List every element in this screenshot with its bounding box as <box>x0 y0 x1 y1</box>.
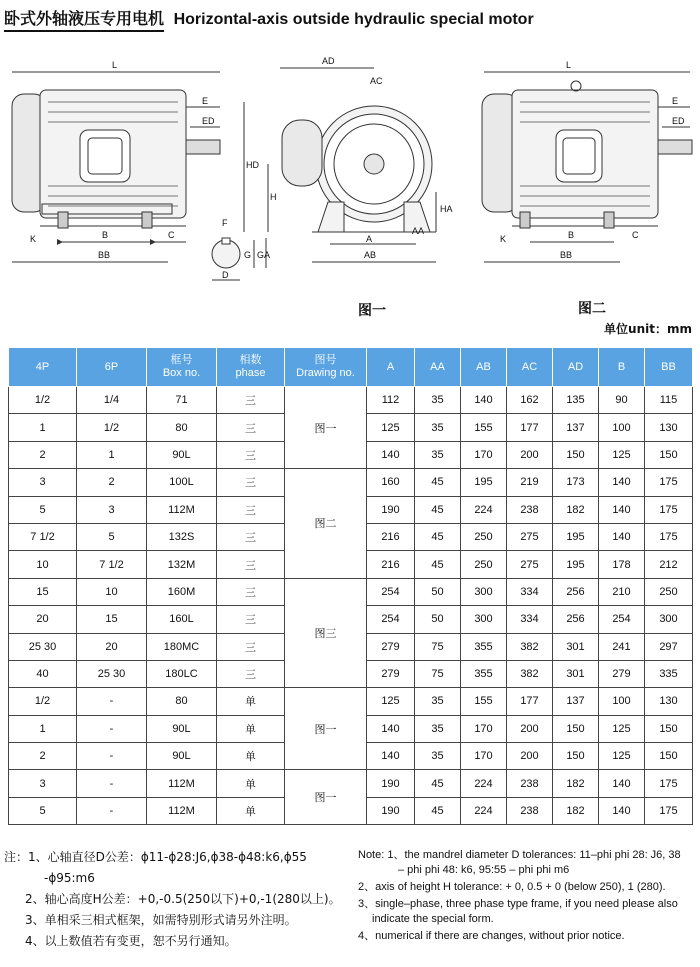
table-row <box>9 688 693 715</box>
table-cell: 三 <box>217 523 285 550</box>
table-cell: - <box>77 715 147 742</box>
column-header <box>553 348 599 387</box>
table-cell: 45 <box>415 551 461 578</box>
table-cell: 275 <box>507 551 553 578</box>
dim-label-BB-fig2: BB <box>560 250 573 260</box>
table-cell: 2 <box>9 743 77 770</box>
column-header-label: 6P <box>104 360 119 373</box>
table-cell: 200 <box>507 715 553 742</box>
table-cell: 125 <box>367 688 415 715</box>
column-header <box>77 348 147 387</box>
table-cell: 三 <box>217 606 285 633</box>
table-cell: 3 <box>9 469 77 496</box>
table-cell: 35 <box>415 387 461 414</box>
drawing-number-cell: 图一 <box>285 387 367 469</box>
dim-label-A: A <box>366 234 373 244</box>
motor-drawings-svg <box>0 52 700 324</box>
table-cell: 1/2 <box>9 387 77 414</box>
table-cell: 300 <box>461 606 507 633</box>
table-cell: 140 <box>367 743 415 770</box>
table-cell: 三 <box>217 551 285 578</box>
table-cell: 单 <box>217 743 285 770</box>
column-header <box>9 348 77 387</box>
table-cell: 382 <box>507 660 553 687</box>
table-cell: 175 <box>645 496 693 523</box>
table-cell: 140 <box>461 387 507 414</box>
table-cell: 256 <box>553 578 599 605</box>
table-cell: 三 <box>217 578 285 605</box>
table-cell: 301 <box>553 633 599 660</box>
table-cell: 45 <box>415 523 461 550</box>
table-cell: 130 <box>645 414 693 441</box>
table-cell: 140 <box>599 523 645 550</box>
dim-label-H: H <box>270 192 277 202</box>
table-cell: 180MC <box>147 633 217 660</box>
table-cell: 182 <box>553 496 599 523</box>
table-cell: 334 <box>507 606 553 633</box>
dim-label-AD: AD <box>322 56 335 66</box>
table-cell: 5 <box>9 496 77 523</box>
table-cell: 10 <box>9 551 77 578</box>
table-cell: 45 <box>415 770 461 797</box>
title-chinese: 卧式外轴液压专用电机 <box>4 6 164 32</box>
table-cell: 90L <box>147 715 217 742</box>
table-cell: 7 1/2 <box>77 551 147 578</box>
table-cell: 175 <box>645 523 693 550</box>
column-header-sublabel: Drawing no. <box>296 367 355 379</box>
table-cell: 80 <box>147 688 217 715</box>
table-cell: 100 <box>599 414 645 441</box>
note-cn-4: 4、以上数值若有变更，恕不另行通知。 <box>25 934 237 948</box>
drawing-number-cell: 图一 <box>285 688 367 770</box>
motor-drawings <box>0 52 700 324</box>
dim-label-B: B <box>102 230 109 240</box>
table-cell: 275 <box>507 523 553 550</box>
table-cell: 112M <box>147 770 217 797</box>
table-cell: - <box>77 770 147 797</box>
table-cell: 297 <box>645 633 693 660</box>
note-en-2: 2、axis of height H tolerance: + 0, 0.5 + 0 (below 250), 1 (280). <box>358 881 666 893</box>
table-cell: 115 <box>645 387 693 414</box>
dim-label-D: D <box>222 270 229 280</box>
dim-label-HA: HA <box>440 204 453 214</box>
table-cell: 1 <box>9 715 77 742</box>
table-cell: 3 <box>77 496 147 523</box>
table-cell: 190 <box>367 496 415 523</box>
dim-label-AA: AA <box>412 226 425 236</box>
table-cell: 三 <box>217 660 285 687</box>
table-cell: 170 <box>461 715 507 742</box>
table-cell: 35 <box>415 688 461 715</box>
table-cell: 80 <box>147 414 217 441</box>
dim-label-F: F <box>222 218 228 228</box>
table-cell: 238 <box>507 770 553 797</box>
table-cell: 190 <box>367 797 415 824</box>
table-cell: 173 <box>553 469 599 496</box>
table-cell: 112 <box>367 387 415 414</box>
table-cell: - <box>77 743 147 770</box>
fig2-side-view <box>482 72 692 262</box>
table-cell: 150 <box>645 441 693 468</box>
table-cell: 单 <box>217 770 285 797</box>
column-header <box>147 348 217 387</box>
table-cell: 150 <box>553 715 599 742</box>
table-cell: 45 <box>415 496 461 523</box>
table-cell: 45 <box>415 797 461 824</box>
table-cell: 175 <box>645 469 693 496</box>
table-cell: 216 <box>367 523 415 550</box>
notes-english <box>358 848 698 946</box>
table-cell: 180LC <box>147 660 217 687</box>
table-cell: 250 <box>461 523 507 550</box>
table-cell: 三 <box>217 496 285 523</box>
table-cell: 279 <box>367 660 415 687</box>
column-header-label: B <box>617 360 626 373</box>
table-cell: 35 <box>415 715 461 742</box>
table-cell: 三 <box>217 441 285 468</box>
drawing-number-cell: 图二 <box>285 469 367 579</box>
dim-label-AC: AC <box>370 76 383 86</box>
table-cell: 90L <box>147 743 217 770</box>
table-cell: 125 <box>599 441 645 468</box>
table-cell: 190 <box>367 770 415 797</box>
column-header-label: AA <box>430 360 445 373</box>
column-header <box>645 348 693 387</box>
table-cell: 15 <box>77 606 147 633</box>
table-cell: 182 <box>553 770 599 797</box>
table-cell: 112M <box>147 797 217 824</box>
table-cell: 35 <box>415 441 461 468</box>
table-row <box>9 770 693 797</box>
dim-label-E: E <box>202 96 209 106</box>
dim-label-GA: GA <box>257 250 271 260</box>
table-cell: 140 <box>599 496 645 523</box>
table-cell: 279 <box>367 633 415 660</box>
table-cell: 256 <box>553 606 599 633</box>
table-cell: 195 <box>553 551 599 578</box>
column-header <box>217 348 285 387</box>
table-cell: 3 <box>9 770 77 797</box>
column-header-sublabel: phase <box>235 367 266 379</box>
table-cell: 单 <box>217 715 285 742</box>
table-cell: 195 <box>553 523 599 550</box>
table-cell: 137 <box>553 414 599 441</box>
table-cell: 单 <box>217 797 285 824</box>
table-cell: 175 <box>645 797 693 824</box>
table-cell: 50 <box>415 578 461 605</box>
dim-label-B-fig2: B <box>568 230 575 240</box>
table-cell: 140 <box>367 441 415 468</box>
table-cell: 150 <box>553 743 599 770</box>
table-cell: 177 <box>507 414 553 441</box>
notes-chinese <box>4 847 354 952</box>
table-cell: 125 <box>367 414 415 441</box>
note-en-3-cont: indicate the special form. <box>372 913 494 925</box>
table-cell: 182 <box>553 797 599 824</box>
note-en-1: Note: 1、the mandrel diameter D tolerances: 11–phi phi 28: J6, 38 <box>358 849 681 861</box>
table-cell: 132S <box>147 523 217 550</box>
table-cell: 130 <box>645 688 693 715</box>
column-header <box>461 348 507 387</box>
dim-label-L: L <box>112 60 118 70</box>
table-cell: 20 <box>77 633 147 660</box>
table-cell: 三 <box>217 633 285 660</box>
figure-caption-2: 图二 <box>578 301 606 317</box>
column-header-label: 4P <box>35 360 50 373</box>
table-cell: 224 <box>461 770 507 797</box>
dim-label-BB: BB <box>98 250 111 260</box>
table-cell: - <box>77 797 147 824</box>
table-cell: 三 <box>217 414 285 441</box>
table-cell: 15 <box>9 578 77 605</box>
column-header <box>415 348 461 387</box>
table-cell: 170 <box>461 441 507 468</box>
column-header <box>599 348 645 387</box>
table-cell: 10 <box>77 578 147 605</box>
table-cell: 1 <box>9 414 77 441</box>
table-cell: 195 <box>461 469 507 496</box>
dim-label-G: G <box>244 250 252 260</box>
table-cell: 160L <box>147 606 217 633</box>
dim-label-AB: AB <box>364 250 377 260</box>
table-cell: 140 <box>599 770 645 797</box>
dim-label-ED-fig2: ED <box>672 116 685 126</box>
table-cell: 40 <box>9 660 77 687</box>
table-cell: 170 <box>461 743 507 770</box>
table-cell: 178 <box>599 551 645 578</box>
table-cell: 177 <box>507 688 553 715</box>
table-cell: 90L <box>147 441 217 468</box>
column-header-label: AC <box>521 360 538 373</box>
table-cell: 335 <box>645 660 693 687</box>
dim-label-ED: ED <box>202 116 215 126</box>
table-cell: 140 <box>599 797 645 824</box>
dim-label-C: C <box>168 230 175 240</box>
table-cell: 132M <box>147 551 217 578</box>
table-cell: 238 <box>507 797 553 824</box>
table-cell: 150 <box>553 441 599 468</box>
figure-caption-1: 图一 <box>358 303 386 319</box>
table-cell: 75 <box>415 633 461 660</box>
table-cell: 35 <box>415 414 461 441</box>
page-title <box>4 6 534 32</box>
table-cell: 212 <box>645 551 693 578</box>
spec-table <box>8 347 693 825</box>
table-cell: 112M <box>147 496 217 523</box>
table-cell: 三 <box>217 387 285 414</box>
table-cell: 224 <box>461 797 507 824</box>
table-cell: 241 <box>599 633 645 660</box>
table-cell: 71 <box>147 387 217 414</box>
table-cell: 382 <box>507 633 553 660</box>
table-cell: 137 <box>553 688 599 715</box>
column-header <box>507 348 553 387</box>
table-cell: 355 <box>461 633 507 660</box>
table-cell: 200 <box>507 441 553 468</box>
table-cell: 140 <box>599 469 645 496</box>
table-cell: 224 <box>461 496 507 523</box>
table-row <box>9 578 693 605</box>
table-cell: 90 <box>599 387 645 414</box>
table-cell: - <box>77 688 147 715</box>
table-cell: 355 <box>461 660 507 687</box>
table-cell: 1/2 <box>77 414 147 441</box>
table-cell: 125 <box>599 743 645 770</box>
drawing-number-cell: 图一 <box>285 770 367 825</box>
unit-label: 单位unit：mm <box>604 322 692 336</box>
table-cell: 160 <box>367 469 415 496</box>
table-cell: 160M <box>147 578 217 605</box>
table-cell: 单 <box>217 688 285 715</box>
table-cell: 150 <box>645 715 693 742</box>
table-cell: 216 <box>367 551 415 578</box>
table-cell: 2 <box>77 469 147 496</box>
drawing-number-cell: 图三 <box>285 578 367 688</box>
column-header-label: BB <box>661 360 676 373</box>
note-cn-3: 3、单相采三相式框架，如需特别形式请另外注明。 <box>25 913 297 927</box>
table-row <box>9 469 693 496</box>
column-header-label: A <box>386 360 395 373</box>
column-header-label: 图号 <box>314 354 337 366</box>
column-header-label: 框号 <box>170 354 193 366</box>
title-english: Horizontal-axis outside hydraulic special motor <box>173 11 534 28</box>
table-cell: 125 <box>599 715 645 742</box>
table-cell: 155 <box>461 688 507 715</box>
note-cn-1: 注：1、心轴直径D公差：ϕ11-ϕ28:J6,ϕ38-ϕ48:k6,ϕ55 <box>4 850 307 864</box>
note-cn-1-cont: -ϕ95:m6 <box>44 871 95 885</box>
table-cell: 254 <box>599 606 645 633</box>
table-cell: 7 1/2 <box>9 523 77 550</box>
table-cell: 75 <box>415 660 461 687</box>
note-en-1-cont: – phi phi 48: k6, 95:55 – phi phi m6 <box>398 864 570 876</box>
table-cell: 140 <box>367 715 415 742</box>
table-cell: 219 <box>507 469 553 496</box>
table-cell: 25 30 <box>77 660 147 687</box>
table-cell: 300 <box>461 578 507 605</box>
table-cell: 238 <box>507 496 553 523</box>
dim-label-HD: HD <box>246 160 259 170</box>
table-row <box>9 387 693 414</box>
note-en-4: 4、numerical if there are changes, without prior notice. <box>358 930 625 942</box>
table-cell: 三 <box>217 469 285 496</box>
table-cell: 254 <box>367 606 415 633</box>
dim-label-E-fig2: E <box>672 96 679 106</box>
dim-label-K-fig2: K <box>500 234 507 244</box>
table-cell: 45 <box>415 469 461 496</box>
table-cell: 35 <box>415 743 461 770</box>
table-body <box>9 387 693 825</box>
column-header-label: AD <box>567 360 584 373</box>
table-cell: 250 <box>645 578 693 605</box>
column-header <box>285 348 367 387</box>
table-cell: 334 <box>507 578 553 605</box>
table-cell: 50 <box>415 606 461 633</box>
table-cell: 1 <box>77 441 147 468</box>
table-cell: 210 <box>599 578 645 605</box>
table-cell: 250 <box>461 551 507 578</box>
table-cell: 2 <box>9 441 77 468</box>
table-cell: 175 <box>645 770 693 797</box>
table-cell: 1/2 <box>9 688 77 715</box>
column-header <box>367 348 415 387</box>
fig1-side-view <box>12 72 220 262</box>
table-cell: 150 <box>645 743 693 770</box>
table-cell: 100L <box>147 469 217 496</box>
table-cell: 301 <box>553 660 599 687</box>
table-header-row <box>9 348 693 387</box>
dim-label-K: K <box>30 234 37 244</box>
table-cell: 135 <box>553 387 599 414</box>
table-cell: 200 <box>507 743 553 770</box>
dim-label-C-fig2: C <box>632 230 639 240</box>
table-cell: 155 <box>461 414 507 441</box>
table-cell: 25 30 <box>9 633 77 660</box>
table-cell: 254 <box>367 578 415 605</box>
fig1-front-view <box>244 68 436 262</box>
table-cell: 1/4 <box>77 387 147 414</box>
note-cn-2: 2、轴心高度H公差：+0,-0.5(250以下)+0,-1(280以上)。 <box>25 892 341 906</box>
table-cell: 300 <box>645 606 693 633</box>
table-cell: 5 <box>77 523 147 550</box>
table-cell: 100 <box>599 688 645 715</box>
dim-label-L-fig2: L <box>566 60 572 70</box>
note-en-3: 3、single–phase, three phase type frame, if you need please also <box>358 898 678 910</box>
column-header-label: 相数 <box>239 354 262 366</box>
table-cell: 20 <box>9 606 77 633</box>
table-cell: 5 <box>9 797 77 824</box>
table-cell: 279 <box>599 660 645 687</box>
table-cell: 162 <box>507 387 553 414</box>
column-header-label: AB <box>476 360 491 373</box>
column-header-sublabel: Box no. <box>162 367 201 379</box>
